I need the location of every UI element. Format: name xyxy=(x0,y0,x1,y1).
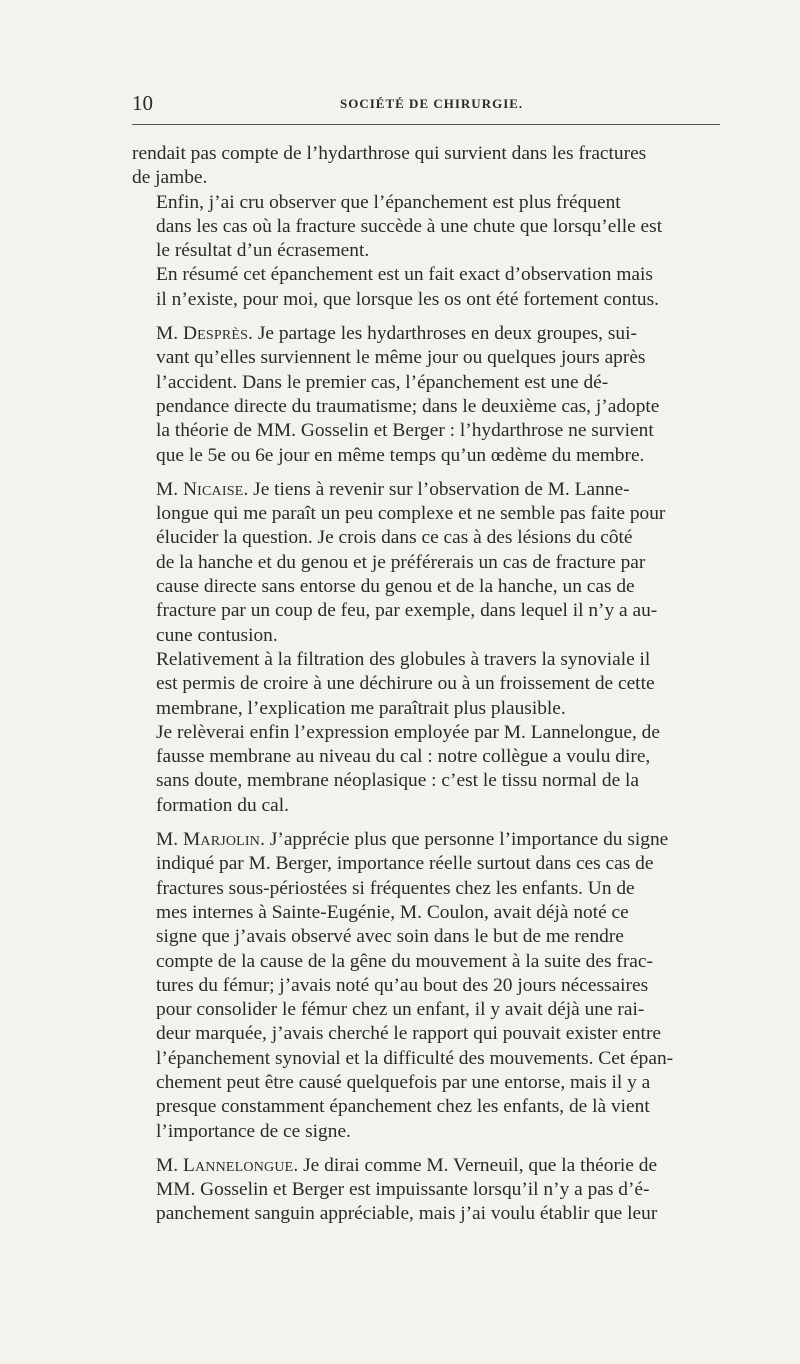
text-line xyxy=(132,1071,720,1095)
speaker-prefix: M. xyxy=(156,478,183,500)
speaker-name: Marjolin xyxy=(182,829,261,851)
line-text: vant qu’elles surviennent le même jour ou quelques jours après xyxy=(156,347,646,369)
line-text: pour consolider le fémur chez un enfant, il y avait déjà une rai- xyxy=(156,999,645,1021)
header-rule xyxy=(132,124,720,125)
speaker-prefix: M. xyxy=(156,323,183,345)
line-text: tures du fémur; j’avais noté qu’au bout des 20 jours nécessaires xyxy=(156,974,649,996)
text-line xyxy=(132,371,720,395)
text-line xyxy=(132,648,720,672)
line-text: dans les cas où la fracture succède à une chute que lorsqu’elle est xyxy=(156,215,663,237)
line-text: signe que j’avais observé avec soin dans le but de me rendre xyxy=(156,926,624,948)
line-text: Relativement à la filtration des globules à travers la synoviale il xyxy=(156,648,651,670)
line-text: fausse membrane au niveau du cal : notre collègue a voulu dire, xyxy=(156,746,651,768)
line-text: fracture par un coup de feu, par exemple, dans lequel il n’y a au- xyxy=(156,600,658,622)
text-line xyxy=(132,950,720,974)
line-text: indiqué par M. Berger, importance réelle surtout dans ces cas de xyxy=(156,853,654,875)
paragraph xyxy=(132,648,720,721)
text-line xyxy=(132,624,720,648)
line-text: de la hanche et du genou et je préférerais un cas de fracture par xyxy=(156,551,646,573)
text-line xyxy=(132,769,720,793)
paragraph xyxy=(132,322,720,468)
page-number: 10 xyxy=(132,91,153,115)
line-text: pendance directe du traumatisme; dans le deuxième cas, j’adopte xyxy=(156,395,660,417)
line-text: formation du cal. xyxy=(156,794,289,816)
line-text: sans doute, membrane néoplasique : c’est le tissu normal de la xyxy=(156,770,640,792)
text-line xyxy=(132,288,720,312)
speaker-prefix: M. xyxy=(156,829,183,851)
text-line xyxy=(132,346,720,370)
line-text: l’épanchement synovial et la difficulté des mouvements. Cet épan- xyxy=(156,1047,674,1069)
text-line xyxy=(132,998,720,1022)
speaker-name: Desprès xyxy=(182,323,249,345)
paragraph xyxy=(132,142,720,191)
line-text: le résultat d’un écrasement. xyxy=(156,240,370,262)
text-line xyxy=(132,697,720,721)
paragraph xyxy=(132,478,720,648)
text-line xyxy=(132,877,720,901)
text-line xyxy=(132,239,720,263)
text-line xyxy=(132,1154,720,1178)
line-text: presque constamment épanchement chez les enfants, de là vient xyxy=(156,1096,650,1118)
line-text: Je relèverai enfin l’expression employée par M. Lannelongue, de xyxy=(156,721,660,743)
text-line xyxy=(132,478,720,502)
line-text: que le 5e ou 6e jour en même temps qu’un œdème du membre. xyxy=(156,444,645,466)
body-text xyxy=(132,142,720,1227)
text-line xyxy=(132,322,720,346)
line-text: de jambe. xyxy=(132,167,208,189)
speaker-name: Nicaise xyxy=(182,478,244,500)
speaker-name: Lannelongue xyxy=(182,1154,294,1176)
text-line xyxy=(132,1022,720,1046)
line-text: cause directe sans entorse du genou et de la hanche, un cas de xyxy=(156,576,635,598)
line-text: élucider la question. Je crois dans ce cas à des lésions du côté xyxy=(156,527,633,549)
text-line xyxy=(132,1178,720,1202)
paragraph xyxy=(132,721,720,818)
line-text: . Je tiens à revenir sur l’observation de M. Lanne- xyxy=(243,478,630,500)
text-line xyxy=(132,852,720,876)
line-text: . J’apprécie plus que personne l’importance du signe xyxy=(260,829,669,851)
line-text: chement peut être causé quelquefois par une entorse, mais il y a xyxy=(156,1071,651,1093)
text-line xyxy=(132,599,720,623)
text-line xyxy=(132,263,720,287)
line-text: il n’existe, pour moi, que lorsque les os ont été fortement contus. xyxy=(156,288,659,310)
paragraph xyxy=(132,1154,720,1227)
line-text: est permis de croire à une déchirure ou à un froissement de cette xyxy=(156,673,655,695)
line-text: En résumé cet épanchement est un fait exact d’observation mais xyxy=(156,264,653,286)
line-text: rendait pas compte de l’hydarthrose qui survient dans les fractures xyxy=(132,143,647,164)
line-text: . Je dirai comme M. Verneuil, que la théorie de xyxy=(293,1154,658,1176)
page-header xyxy=(132,92,720,116)
text-line xyxy=(132,419,720,443)
text-line xyxy=(132,672,720,696)
running-head: SOCIÉTÉ DE CHIRURGIE. xyxy=(340,96,524,111)
line-text: membrane, l’explication me paraîtrait plus plausible. xyxy=(156,697,566,719)
text-line xyxy=(132,215,720,239)
text-line xyxy=(132,1120,720,1144)
line-text: la théorie de MM. Gosselin et Berger : l’hydarthrose ne survient xyxy=(156,420,654,442)
line-text: . Je partage les hydarthroses en deux groupes, sui- xyxy=(248,323,637,345)
text-line xyxy=(132,526,720,550)
line-text: l’accident. Dans le premier cas, l’épanchement est une dé- xyxy=(156,371,609,393)
text-line xyxy=(132,166,720,190)
text-line xyxy=(132,1202,720,1226)
paragraph xyxy=(132,828,720,1144)
text-line xyxy=(132,901,720,925)
paragraph xyxy=(132,263,720,312)
line-text: MM. Gosselin et Berger est impuissante lorsqu’il n’y a pas d’é- xyxy=(156,1179,650,1201)
line-text: cune contusion. xyxy=(156,624,278,646)
line-text: Enfin, j’ai cru observer que l’épanchement est plus fréquent xyxy=(156,191,621,213)
text-line xyxy=(132,1095,720,1119)
speaker-prefix: M. xyxy=(156,1154,183,1176)
text-line xyxy=(132,828,720,852)
text-line xyxy=(132,974,720,998)
text-line xyxy=(132,1047,720,1071)
line-text: deur marquée, j’avais cherché le rapport qui pouvait exister entre xyxy=(156,1023,662,1045)
line-text: panchement sanguin appréciable, mais j’ai voulu établir que leur xyxy=(156,1203,658,1225)
text-line xyxy=(132,794,720,818)
line-text: compte de la cause de la gêne du mouvement à la suite des frac- xyxy=(156,950,653,972)
line-text: l’importance de ce signe. xyxy=(156,1120,351,1142)
text-line xyxy=(132,395,720,419)
text-line xyxy=(132,745,720,769)
text-line xyxy=(132,925,720,949)
text-line xyxy=(132,721,720,745)
text-line xyxy=(132,502,720,526)
line-text: longue qui me paraît un peu complexe et ne semble pas faite pour xyxy=(156,503,666,525)
text-line xyxy=(132,142,720,166)
text-line xyxy=(132,444,720,468)
text-line xyxy=(132,551,720,575)
line-text: fractures sous-périostées si fréquentes chez les enfants. Un de xyxy=(156,877,635,899)
line-text: mes internes à Sainte-Eugénie, M. Coulon, avait déjà noté ce xyxy=(156,901,629,923)
text-line xyxy=(132,575,720,599)
paragraph xyxy=(132,191,720,264)
text-line xyxy=(132,191,720,215)
